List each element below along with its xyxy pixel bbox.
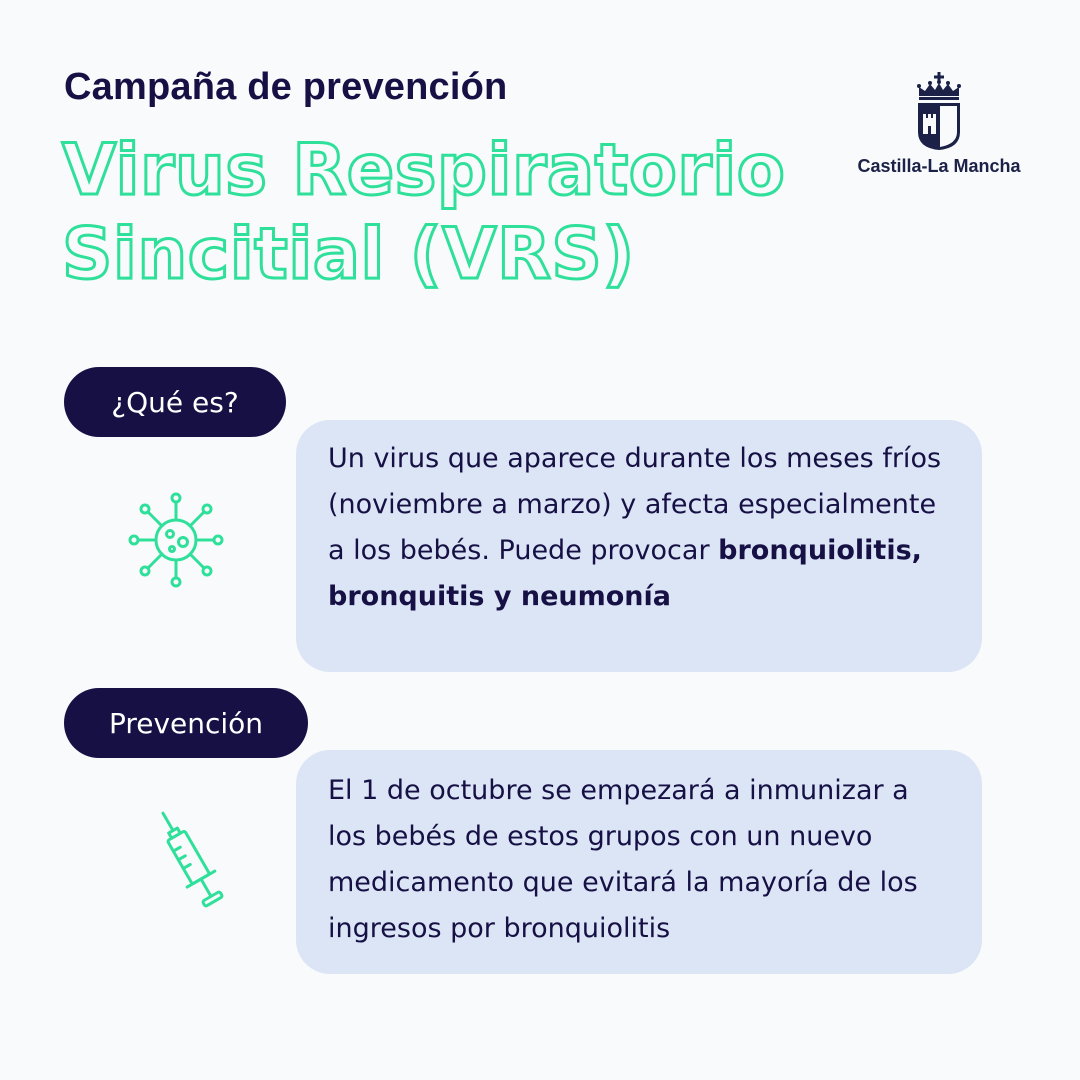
syringe-icon bbox=[150, 804, 230, 916]
page-title-line-1: Virus Respiratorio bbox=[62, 129, 786, 211]
section-label-prevention: Prevención bbox=[64, 688, 308, 758]
campaign-kicker: Campaña de prevención bbox=[64, 66, 508, 108]
prevention-description: El 1 de octubre se empezará a inmunizar a los bebés de estos grupos con un nuevo medicamento que evitará la mayoría de los ingresos por bronquiolitis bbox=[296, 750, 982, 974]
what-is-highlight: bronquiolitis, bronquitis y neumonía bbox=[328, 535, 922, 612]
logo-text: Castilla-La Mancha bbox=[857, 156, 1021, 176]
what-is-description bbox=[296, 420, 982, 672]
castilla-la-mancha-crest-icon bbox=[916, 72, 962, 152]
page-title bbox=[62, 128, 785, 296]
page-title-line-2: Sincitial (VRS) bbox=[62, 213, 635, 295]
what-is-text: Un virus que aparece durante los meses fríos (noviembre a marzo) y afecta especialmente a los bebés. Puede provocar bbox=[328, 443, 942, 566]
section-label-what-is: ¿Qué es? bbox=[64, 367, 286, 437]
castilla-la-mancha-logo bbox=[852, 72, 1026, 182]
virus-icon bbox=[126, 490, 226, 590]
